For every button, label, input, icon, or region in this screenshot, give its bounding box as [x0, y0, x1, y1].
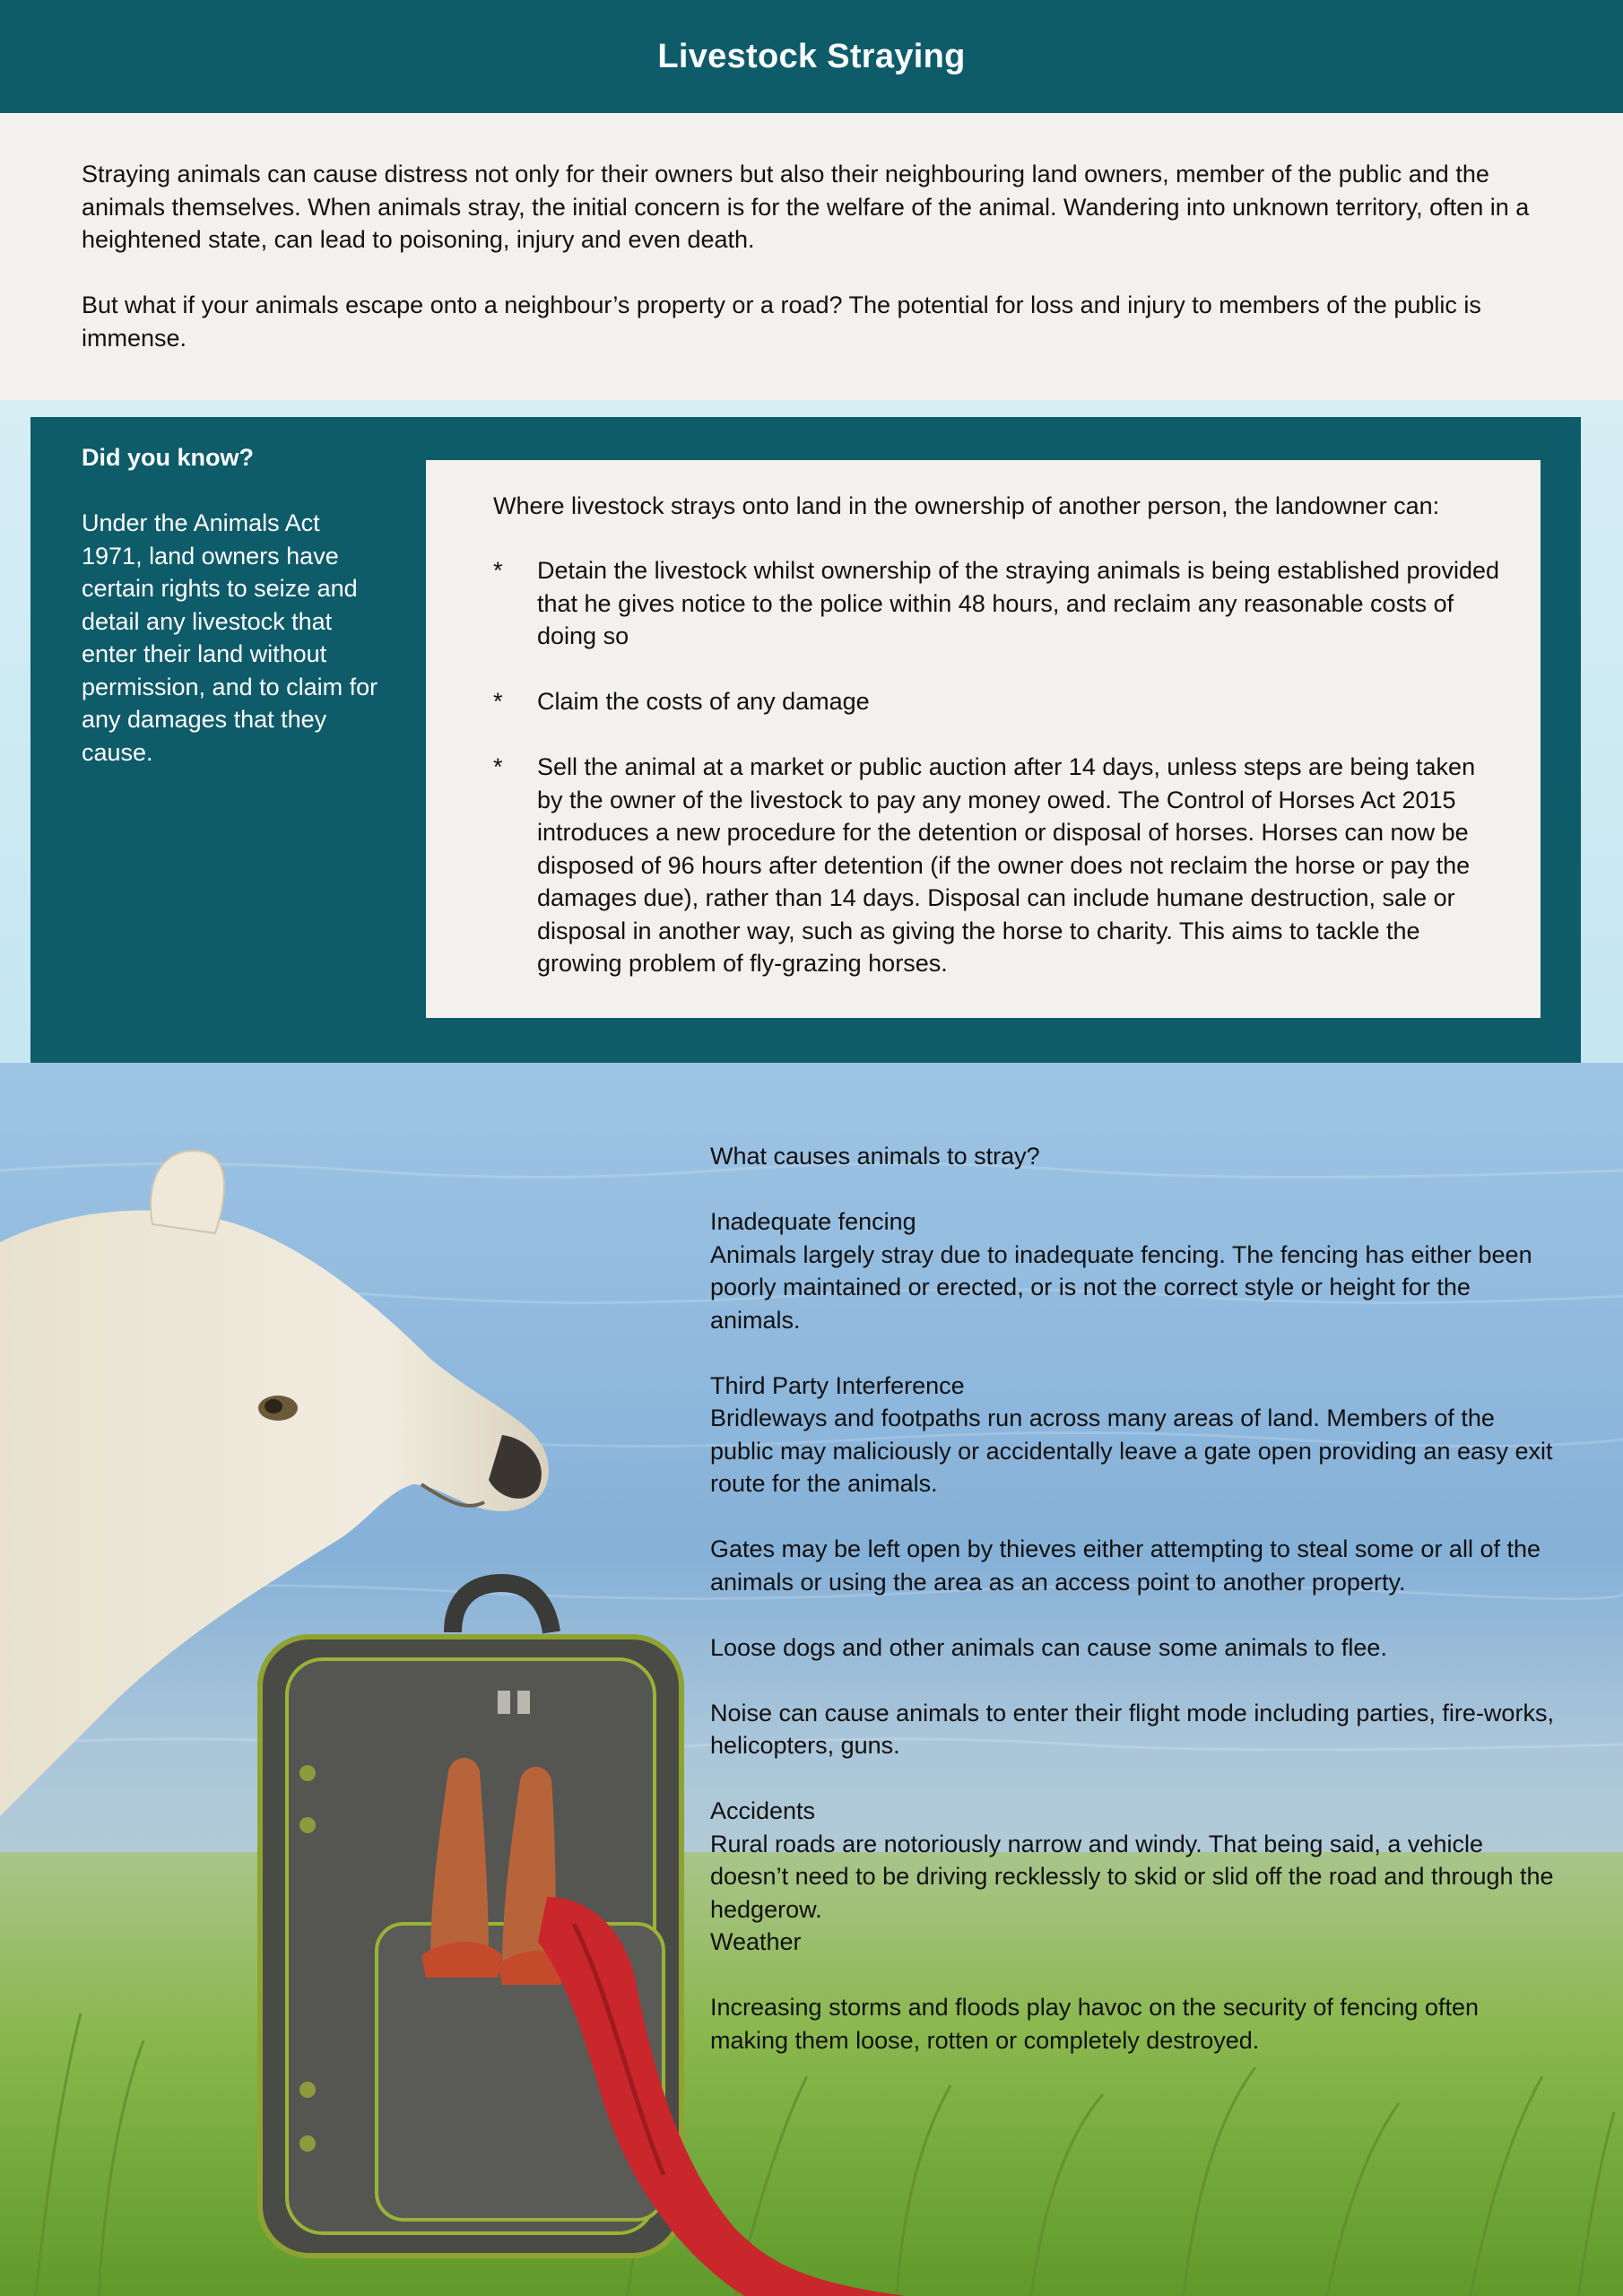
- accidents-title: Accidents: [710, 1797, 816, 1824]
- list-item: [493, 685, 1506, 718]
- fencing-text: Animals largely stray due to inadequate fencing. The fencing has either been poorly maintained or erected, or is not the correct style or height for the animals.: [710, 1240, 1532, 1334]
- weather-title: Weather: [710, 1928, 802, 1955]
- causes-heading: What causes animals to stray?: [710, 1143, 1040, 1170]
- gates-text: Gates may be left open by thieves either attempting to steal some or all of the animals or using the area as an access point to another property.: [710, 1535, 1541, 1596]
- bullet-star: *: [493, 688, 503, 715]
- accidents-text: Rural roads are notoriously narrow and windy. That being said, a vehicle doesn’t need to be driving recklessly to skid or slid off the road and through the hedgerow.: [710, 1830, 1554, 1923]
- did-you-know-title: Did you know?: [82, 444, 254, 471]
- bullet-star: *: [493, 557, 503, 584]
- bullet-star: *: [493, 753, 503, 780]
- noise-text: Noise can cause animals to enter their flight mode including parties, fire-works, helicopters, guns.: [710, 1699, 1554, 1759]
- intro-paragraph-2: But what if your animals escape onto a neighbour’s property or a road? The potential for loss and injury to members of the public is immense.: [82, 291, 1481, 352]
- intro-section: [0, 113, 1623, 400]
- fencing-title: Inadequate fencing: [710, 1208, 916, 1235]
- list-item: [493, 751, 1506, 980]
- third-party-title: Third Party Interference: [710, 1371, 965, 1399]
- landowner-rights-list: [493, 554, 1506, 1013]
- third-party-text: Bridleways and footpaths run across many areas of land. Members of the public may maliciously or accidentally leave a gate open providing an easy exit route for the animals.: [710, 1405, 1553, 1497]
- did-you-know-body: Under the Animals Act 1971, land owners have certain rights to seize and detail any livestock that enter their land without permission, and to claim for any damages that they cause.: [82, 509, 378, 766]
- causes-section: [710, 1140, 1562, 2057]
- right-claim-costs: Claim the costs of any damage: [537, 688, 870, 715]
- intro-paragraph-1: Straying animals can cause distress not only for their owners but also their neighbouring land owners, member of the public and the animals themselves. When animals stray, the initial concern is for the welfare of the animal. Wandering into unknown territory, often in a heightened state, can lead to poisoning, injury and even death.: [82, 161, 1530, 253]
- right-sell-animal: Sell the animal at a market or public auction after 14 days, unless steps are being taken by the owner of the livestock to pay any money owed. The Control of Horses Act 2015 introduces a new procedure for the detention or disposal of horses. Horses can now be disposed of 96 hours after detention (if the owner does not reclaim the horse or pay the damages due), rather than 14 days. Disposal can include humane destruction, sale or disposal in another way, such as giving the horse to charity. This aims to tackle the growing problem of fly-grazing horses.: [537, 753, 1476, 977]
- right-detain: Detain the livestock whilst ownership of the straying animals is being established provided that he gives notice to the police within 48 hours, and reclaim any reasonable costs of doing so: [537, 557, 1500, 649]
- dogs-text: Loose dogs and other animals can cause some animals to flee.: [710, 1633, 1387, 1661]
- weather-text: Increasing storms and floods play havoc on the security of fencing often making them loose, rotten or completely destroyed.: [710, 1994, 1479, 2054]
- page-header: [0, 0, 1623, 113]
- list-item: [493, 554, 1506, 653]
- page-title: Livestock Straying: [657, 37, 966, 75]
- landowner-rights-intro: Where livestock strays onto land in the ownership of another person, the landowner can:: [493, 492, 1440, 519]
